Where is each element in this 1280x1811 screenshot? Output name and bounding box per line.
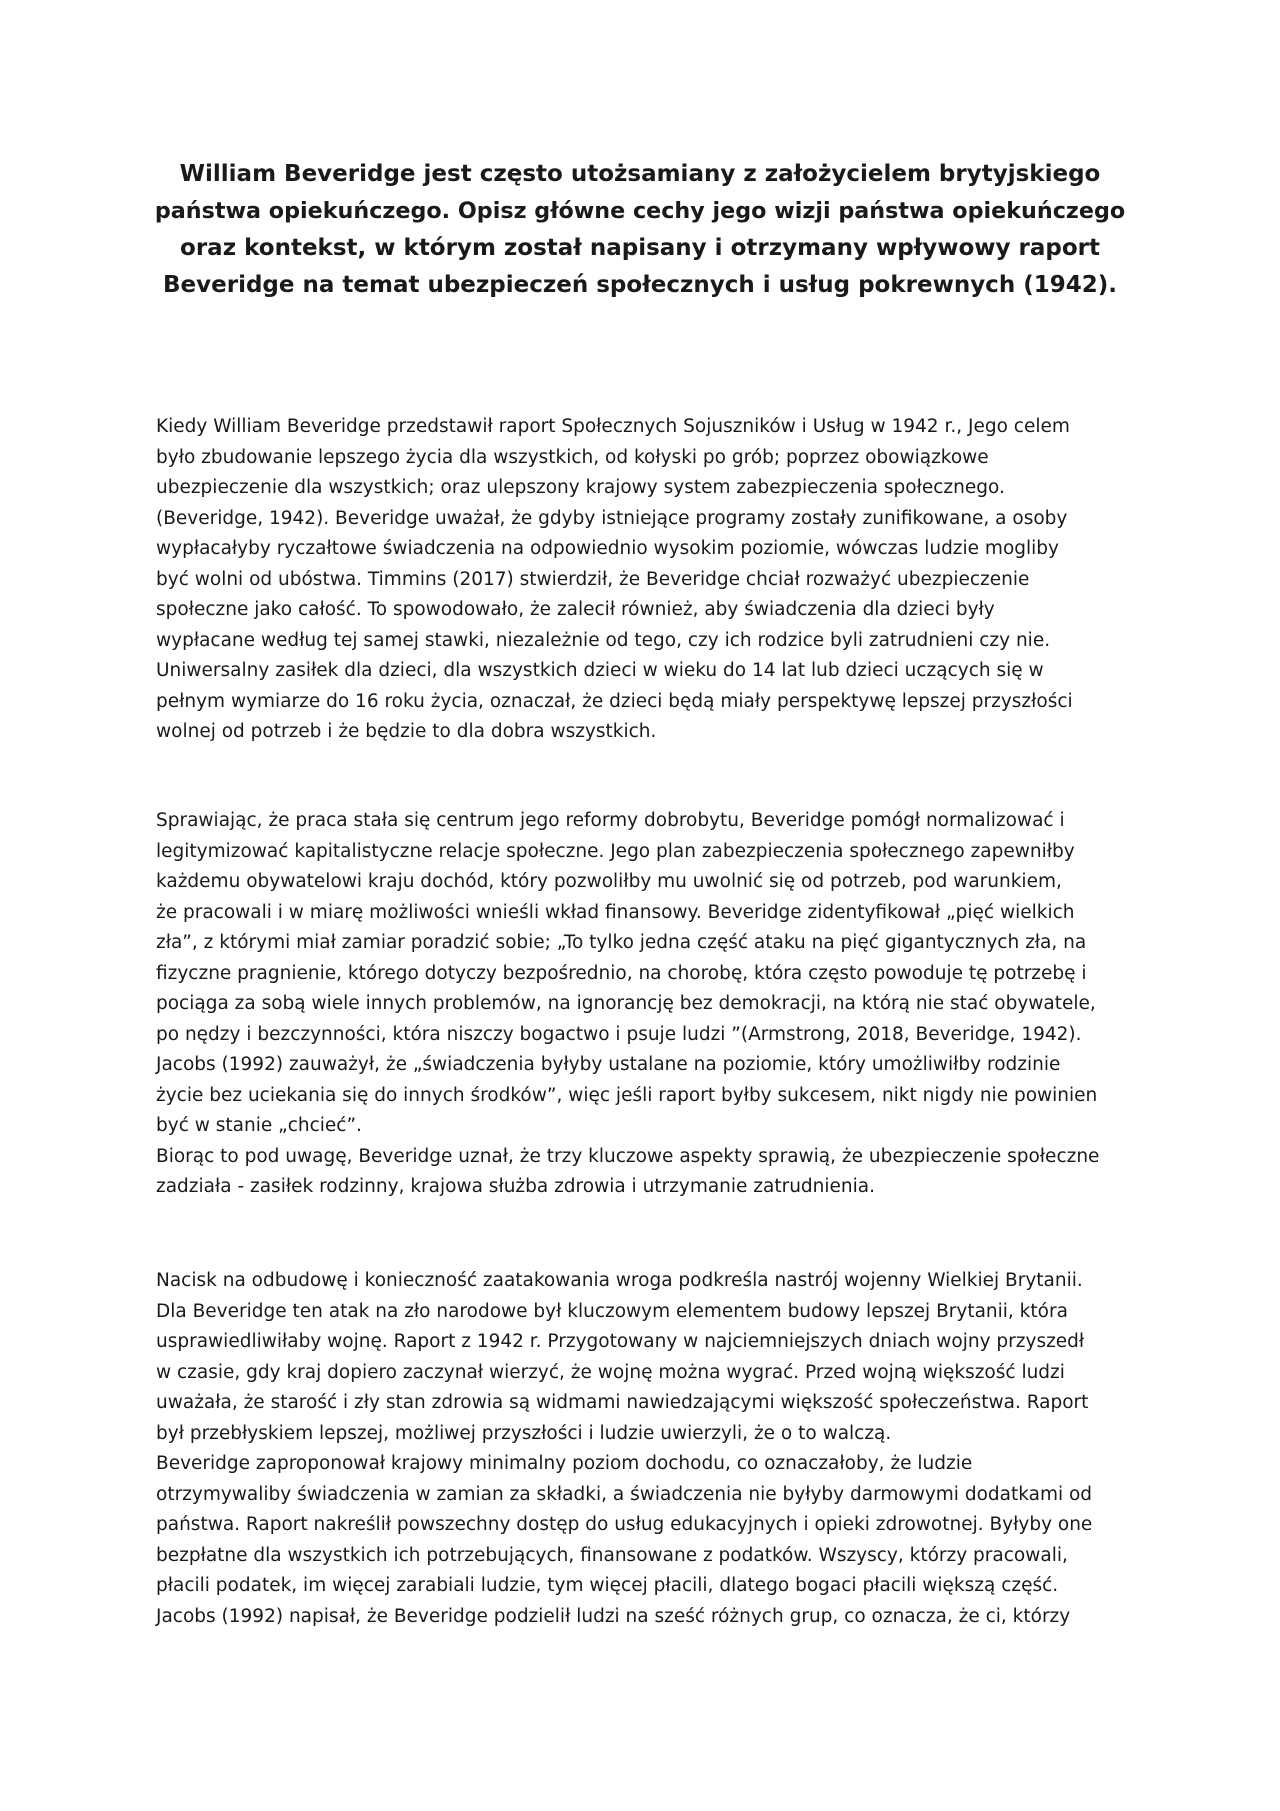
- paragraph-line: był przebłyskiem lepszej, możliwej przyszłości i ludzie uwierzyli, że o to walczą.: [156, 1422, 892, 1444]
- paragraph-line: ubezpieczenie dla wszystkich; oraz ulepszony krajowy system zabezpieczenia społecznego.: [156, 477, 1005, 498]
- paragraph-line: być w stanie „chcieć”.: [156, 1115, 362, 1136]
- paragraph-line: że pracowali i w miarę możliwości wnieśli wkład finansowy. Beveridge zidentyfikował „pięć wielkich: [156, 901, 1075, 923]
- paragraph-line: fizyczne pragnienie, którego dotyczy bezpośrednio, na chorobę, która często powoduje tę potrzebę i: [156, 962, 1087, 984]
- paragraph-line: Kiedy William Beveridge przedstawił raport Społecznych Sojuszników i Usług w 1942 r., Jego celem: [156, 416, 1070, 437]
- paragraph-2: [156, 806, 1140, 1203]
- paragraph-line: płacili podatek, im więcej zarabiali ludzie, tym więcej płacili, dlatego bogaci płacili większą część.: [156, 1575, 1059, 1596]
- title-line: państwa opiekuńczego. Opisz główne cechy jego wizji państwa opiekuńczego: [154, 198, 1126, 224]
- paragraph-line: Dla Beveridge ten atak na zło narodowe był kluczowym elementem budowy lepszej Brytanii, która: [156, 1300, 1068, 1322]
- paragraph-line: Sprawiając, że praca stała się centrum jego reformy dobrobytu, Beveridge pomógł normalizować i: [156, 810, 1065, 831]
- paragraph-line: Uniwersalny zasiłek dla dzieci, dla wszystkich dzieci w wieku do 14 lat lub dzieci uczących się w: [156, 660, 1044, 681]
- paragraph-3: [156, 1266, 1140, 1632]
- paragraph-line: Nacisk na odbudowę i konieczność zaatakowania wroga podkreśla nastrój wojenny Wielkiej Brytanii.: [156, 1270, 1083, 1291]
- title-line: oraz kontekst, w którym został napisany i otrzymany wpływowy raport: [180, 235, 1100, 261]
- paragraph-line: każdemu obywatelowi kraju dochód, który pozwoliłby mu uwolnić się od potrzeb, pod warunkiem,: [156, 871, 1062, 892]
- paragraph-line: państwa. Raport nakreślił powszechny dostęp do usług edukacyjnych i opieki zdrowotnej. Byłyby one: [156, 1514, 1093, 1535]
- paragraph-line: po nędzy i bezczynności, która niszczy bogactwo i psuje ludzi ”(Armstrong, 2018, Beveridge, 1942).: [156, 1023, 1082, 1045]
- paragraph-line: pełnym wymiarze do 16 roku życia, oznaczał, że dzieci będą miały perspektywę lepszej przyszłości: [156, 690, 1073, 712]
- paragraph-line: (Beveridge, 1942). Beveridge uważał, że gdyby istniejące programy zostały zunifikowane, a osoby: [156, 507, 1068, 529]
- paragraph-line: Beveridge zaproponował krajowy minimalny poziom dochodu, co oznaczałoby, że ludzie: [156, 1453, 973, 1474]
- paragraph-line: było zbudowanie lepszego życia dla wszystkich, od kołyski po grób; poprzez obowiązkowe: [156, 446, 989, 468]
- paragraph-line: życie bez uciekania się do innych środków”, więc jeśli raport byłby sukcesem, nikt nigdy nie powinien: [156, 1084, 1098, 1106]
- paragraph-line: Jacobs (1992) napisał, że Beveridge podzielił ludzi na sześć różnych grup, co oznacza, że ci, którzy: [156, 1605, 1071, 1627]
- title-line: Beveridge na temat ubezpieczeń społecznych i usług pokrewnych (1942).: [163, 272, 1117, 298]
- paragraph-line: zła”, z którymi miał zamiar poradzić sobie; „To tylko jedna część ataku na pięć gigantycznych zła, na: [156, 932, 1087, 953]
- paragraph-line: w czasie, gdy kraj dopiero zaczynał wierzyć, że wojnę można wygrać. Przed wojną większość ludzi: [156, 1361, 1065, 1383]
- paragraph-line: bezpłatne dla wszystkich ich potrzebujących, finansowane z podatków. Wszyscy, którzy pracowali,: [156, 1544, 1068, 1566]
- paragraph-line: uważała, że starość i zły stan zdrowia są widmami nawiedzającymi większość społeczeństwa. Raport: [156, 1392, 1089, 1413]
- paragraph-1: [156, 412, 1140, 748]
- paragraph-line: być wolni od ubóstwa. Timmins (2017) stwierdził, że Beveridge chciał rozważyć ubezpieczenie: [156, 568, 1030, 590]
- paragraph-line: społeczne jako całość. To spowodowało, że zalecił również, aby świadczenia dla dzieci były: [156, 599, 995, 620]
- paragraph-line: otrzymywaliby świadczenia w zamian za składki, a świadczenia nie byłyby darmowymi dodatkami od: [156, 1483, 1093, 1505]
- paragraph-line: wypłacane według tej samej stawki, niezależnie od tego, czy ich rodzice byli zatrudnieni czy nie.: [156, 629, 1051, 651]
- title-line: William Beveridge jest często utożsamiany z założycielem brytyjskiego: [179, 161, 1101, 187]
- paragraph-line: wypłacałyby ryczałtowe świadczenia na odpowiednio wysokim poziomie, wówczas ludzie mogliby: [156, 538, 1059, 559]
- paragraph-line: wolnej od potrzeb i że będzie to dla dobra wszystkich.: [156, 721, 657, 742]
- document-title: [150, 156, 1130, 304]
- paragraph-line: usprawiedliwiłaby wojnę. Raport z 1942 r. Przygotowany w najciemniejszych dniach wojny przyszedł: [156, 1331, 1085, 1352]
- paragraph-line: legitymizować kapitalistyczne relacje społeczne. Jego plan zabezpieczenia społecznego zapewniłby: [156, 840, 1075, 862]
- paragraph-line: pociąga za sobą wiele innych problemów, na ignorancję bez demokracji, na którą nie stać obywatele,: [156, 993, 1096, 1014]
- paragraph-line: Jacobs (1992) zauważył, że „świadczenia byłyby ustalane na poziomie, który umożliwiłby rodzinie: [156, 1054, 1061, 1075]
- paragraph-line: zadziała - zasiłek rodzinny, krajowa służba zdrowia i utrzymanie zatrudnienia.: [156, 1176, 876, 1197]
- paragraph-line: Biorąc to pod uwagę, Beveridge uznał, że trzy kluczowe aspekty sprawią, że ubezpieczenie społeczne: [156, 1145, 1100, 1167]
